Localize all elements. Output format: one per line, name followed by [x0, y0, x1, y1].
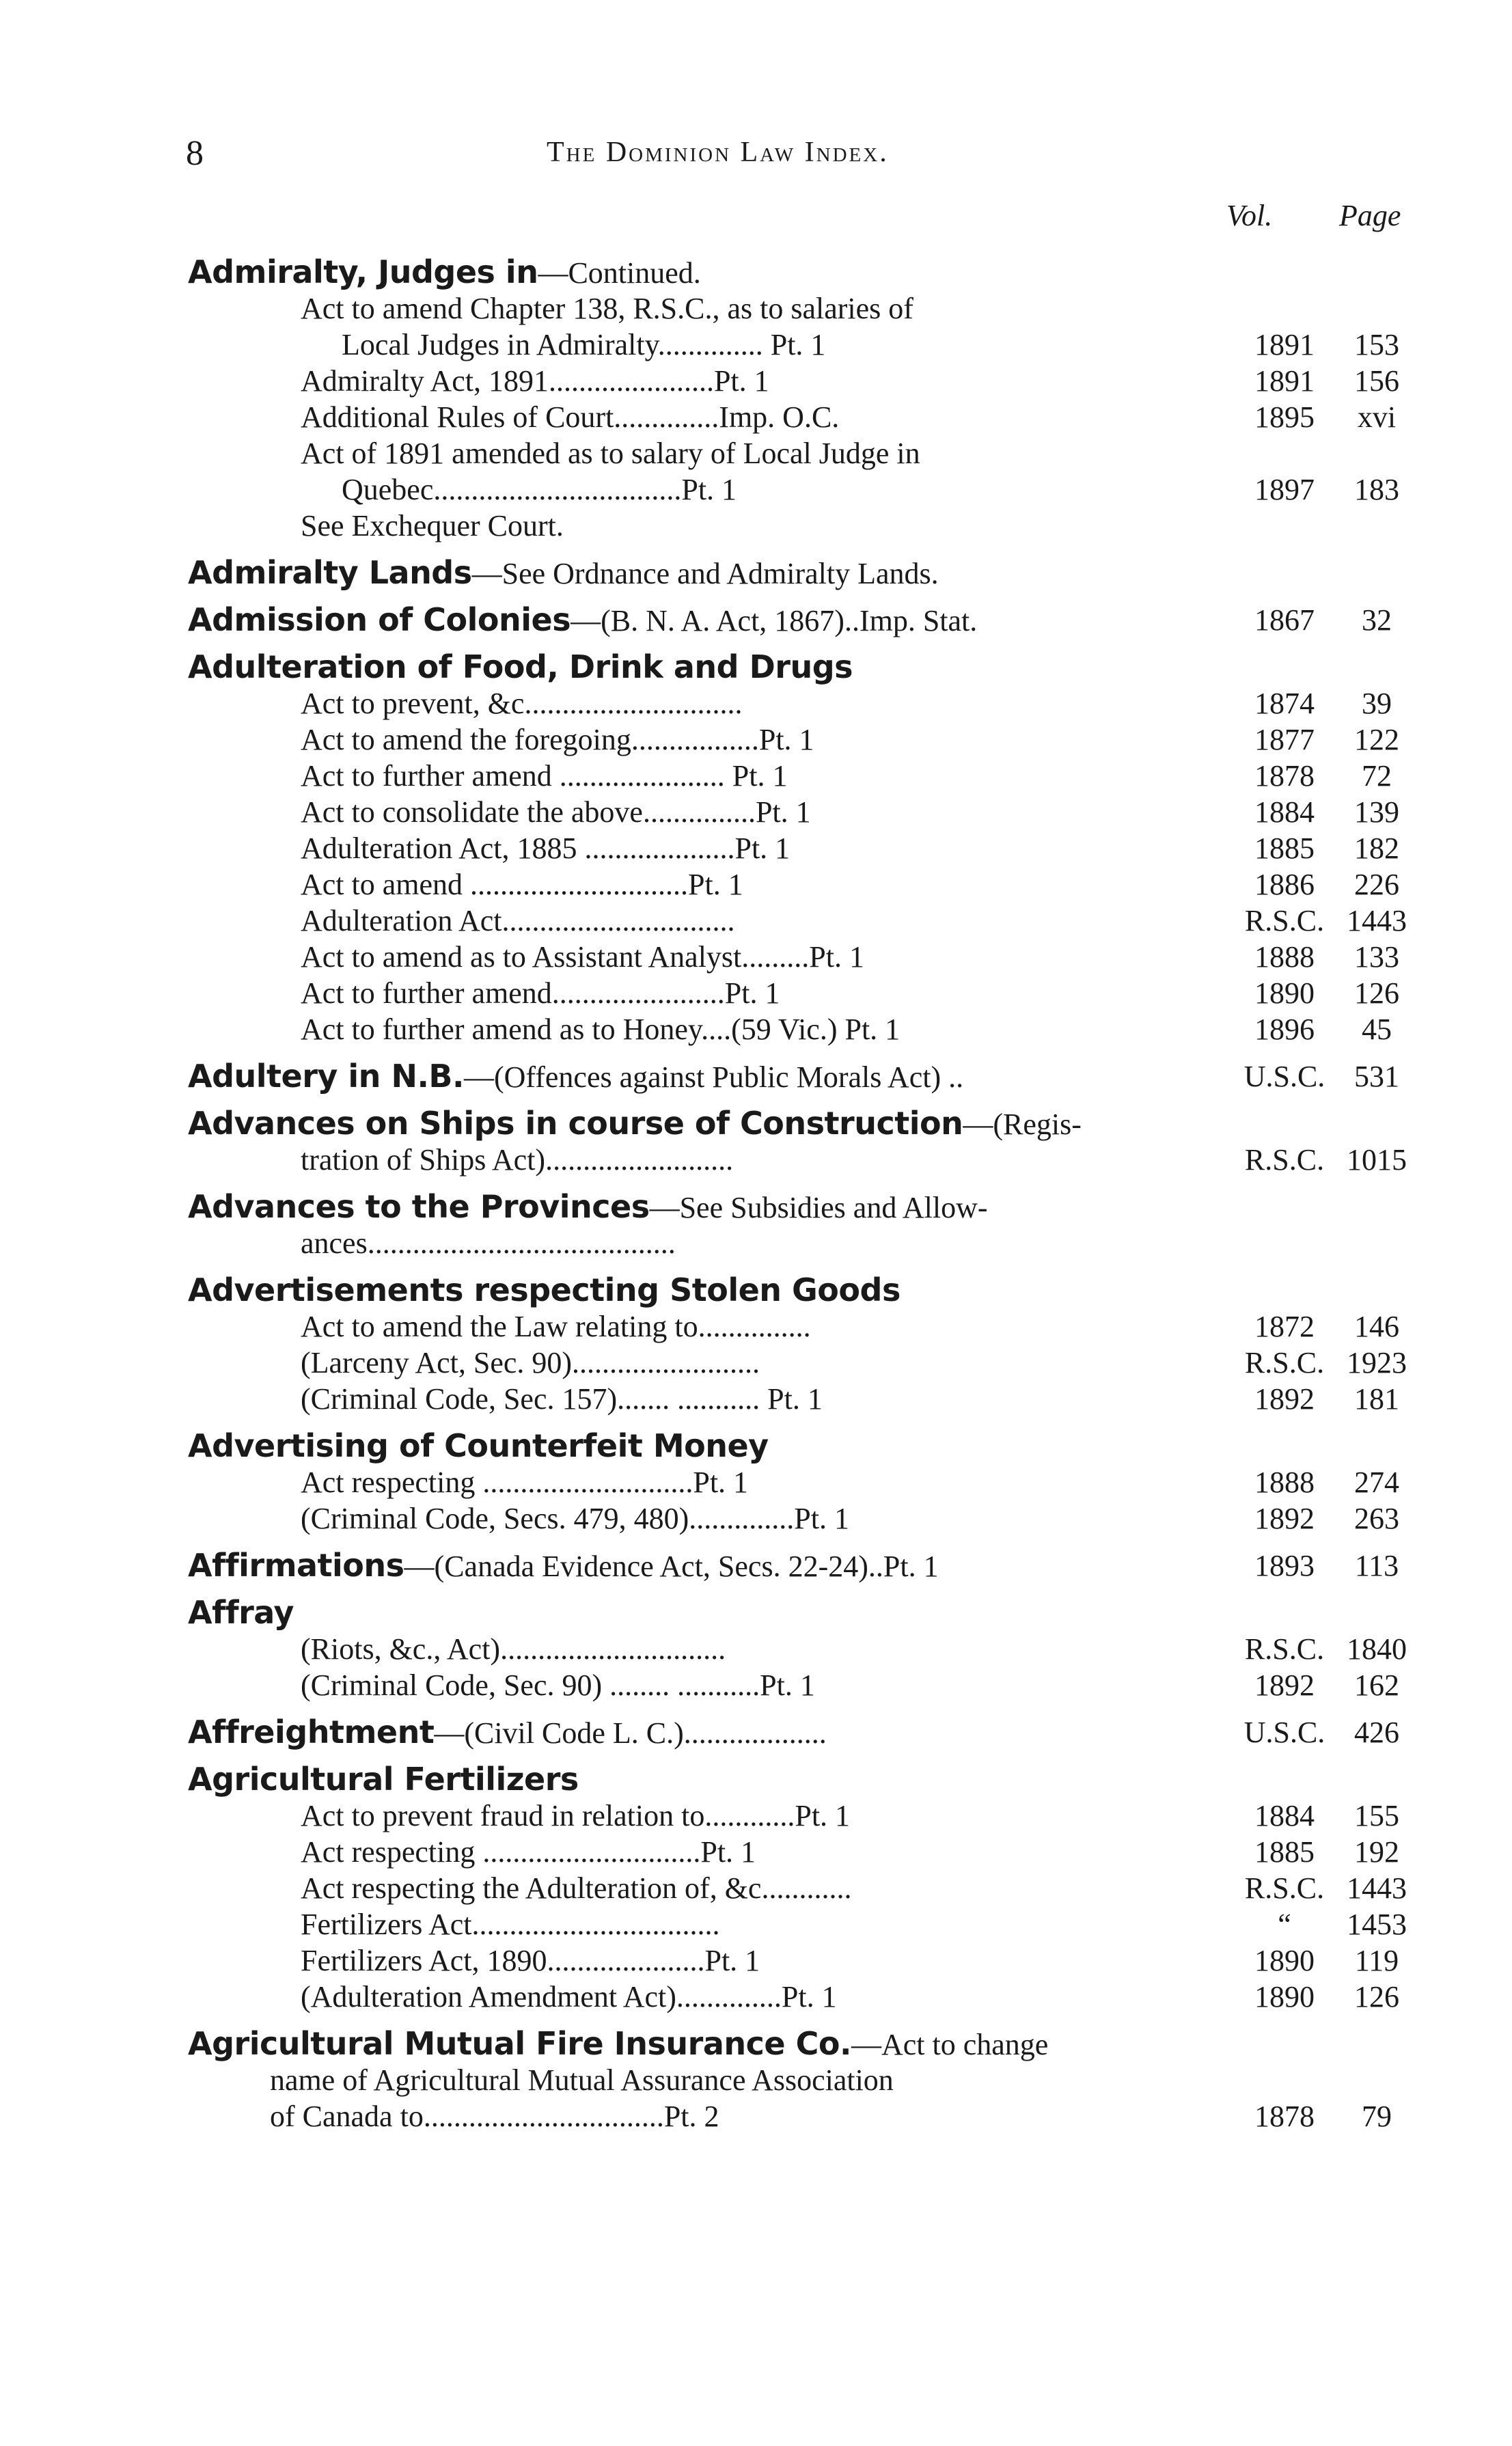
subrow-text: Act to prevent, &c............................. — [301, 687, 743, 720]
entry-subrow — [0, 1464, 1512, 1500]
index-entry — [0, 1761, 1512, 2015]
entry-heading-title: Admiralty, Judges in — [188, 253, 538, 290]
subrow-text: Act respecting the Adulteration of, &c............ — [301, 1871, 852, 1905]
entry-subrow — [0, 1308, 1512, 1345]
subrow-text: Act to amend the Law relating to............... — [301, 1310, 811, 1343]
subrow-text: (Criminal Code, Secs. 479, 480)..............Pt. 1 — [301, 1502, 849, 1535]
entry-subrow — [0, 363, 1512, 399]
subrow-page: 45 — [1362, 1013, 1392, 1046]
subrow-vol: 1896 — [1254, 1013, 1315, 1046]
subrow-page: 155 — [1354, 1799, 1399, 1832]
subrow-text: Act to further amend.......................Pt. 1 — [301, 976, 780, 1010]
subrow-page: 192 — [1354, 1835, 1399, 1869]
subrow-page: 274 — [1354, 1466, 1399, 1499]
subrow-vol: 1890 — [1254, 976, 1315, 1010]
entry-heading-title: Advances on Ships in course of Construction — [188, 1105, 963, 1142]
subrow-page: 39 — [1362, 687, 1392, 720]
subrow-page: 79 — [1362, 2100, 1392, 2133]
entry-heading-detail: —(Regis- — [963, 1108, 1082, 1141]
entry-subrow — [0, 1500, 1512, 1537]
entry-subrow — [0, 290, 1512, 327]
subrow-text: Act to amend Chapter 138, R.S.C., as to salaries of — [301, 292, 913, 325]
subrow-text: tration of Ships Act)......................... — [301, 1143, 734, 1177]
subrow-text: name of Agricultural Mutual Assurance Association — [270, 2063, 894, 2097]
subrow-text: (Criminal Code, Sec. 90) ........ ...........Pt. 1 — [301, 1668, 815, 1702]
entry-subrow — [0, 471, 1512, 508]
subrow-text: Act of 1891 amended as to salary of Local Judge in — [301, 437, 920, 470]
subrow-vol: 1891 — [1254, 328, 1315, 361]
entry-heading-detail: —See Subsidies and Allow- — [649, 1191, 988, 1224]
entry-heading-detail: —Continued. — [538, 256, 701, 290]
index-entry — [0, 1595, 1512, 1703]
entry-heading-title: Advances to the Provinces — [188, 1188, 650, 1225]
entry-heading — [188, 555, 939, 592]
subrow-vol: 1890 — [1254, 1980, 1315, 2014]
entry-heading-title: Affray — [188, 1594, 294, 1631]
column-header-vol: Vol. — [1226, 199, 1273, 232]
subrow-text: Fertilizers Act, 1890.....................Pt. 1 — [301, 1944, 760, 1977]
subrow-vol: 1878 — [1254, 759, 1315, 793]
subrow-page: 183 — [1354, 473, 1399, 506]
running-title: The Dominion Law Index. — [547, 137, 889, 168]
entry-heading-detail: —Act to change — [851, 2028, 1049, 2061]
entry-subrow — [0, 2098, 1512, 2134]
entry-subrow — [0, 722, 1512, 758]
index-entry — [0, 254, 1512, 544]
entry-heading-title: Adulteration of Food, Drink and Drugs — [188, 648, 853, 685]
entry-heading-row — [0, 1105, 1512, 1142]
subrow-text: Act to further amend ...................... Pt. 1 — [301, 759, 788, 793]
entry-subrow — [0, 939, 1512, 975]
entry-heading-row — [0, 1548, 1512, 1584]
entry-heading-row — [0, 254, 1512, 290]
entry-subrow — [0, 508, 1512, 544]
index-entries — [0, 254, 1512, 2145]
entry-heading-row — [0, 1714, 1512, 1750]
subrow-text: (Larceny Act, Sec. 90)......................... — [301, 1346, 760, 1379]
entry-subrow — [0, 1870, 1512, 1906]
entry-heading — [188, 1105, 1082, 1142]
subrow-vol: “ — [1278, 1908, 1291, 1941]
entry-heading-row — [0, 1595, 1512, 1631]
running-head — [0, 133, 1512, 181]
entry-subrow — [0, 1798, 1512, 1834]
entry-subrow — [0, 435, 1512, 471]
subrow-text: Act to consolidate the above...............Pt. 1 — [301, 795, 811, 829]
entry-heading — [188, 1761, 579, 1798]
entry-subrow — [0, 1834, 1512, 1870]
subrow-vol: 1877 — [1254, 723, 1315, 756]
entry-subrow — [0, 1667, 1512, 1703]
subrow-page: 126 — [1354, 1980, 1399, 2014]
subrow-vol: 1885 — [1254, 832, 1315, 865]
subrow-vol: 1892 — [1254, 1502, 1315, 1535]
subrow-vol: R.S.C. — [1244, 1871, 1325, 1905]
index-entry — [0, 2026, 1512, 2134]
entry-subrow — [0, 903, 1512, 939]
subrow-text: Adulteration Act............................... — [301, 904, 735, 937]
entry-heading — [188, 1428, 769, 1465]
subrow-page: xvi — [1357, 400, 1397, 434]
subrow-text: Act respecting .............................Pt. 1 — [301, 1835, 756, 1869]
subrow-vol: 1888 — [1254, 940, 1315, 974]
entry-subrow — [0, 1381, 1512, 1417]
subrow-text: Act to amend .............................Pt. 1 — [301, 868, 743, 901]
subrow-text: Fertilizers Act................................. — [301, 1908, 720, 1941]
entry-subrow — [0, 1942, 1512, 1979]
subrow-page: 226 — [1354, 868, 1399, 901]
entry-heading-row — [0, 1189, 1512, 1225]
subrow-vol: 1884 — [1254, 795, 1315, 829]
entry-subrow — [0, 2062, 1512, 2098]
entry-subrow — [0, 685, 1512, 722]
entry-subrow — [0, 327, 1512, 363]
subrow-vol: 1884 — [1254, 1799, 1315, 1832]
subrow-text: Admiralty Act, 1891......................Pt. 1 — [301, 364, 769, 398]
entry-heading-row — [0, 1272, 1512, 1308]
entry-vol: 1893 — [1254, 1549, 1315, 1582]
page-number: 8 — [186, 134, 204, 173]
entry-heading-detail: —(Canada Evidence Act, Secs. 22-24)..Pt. 1 — [404, 1550, 939, 1583]
entry-subrow — [0, 758, 1512, 794]
subrow-vol: 1891 — [1254, 364, 1315, 398]
subrow-text: Act to amend as to Assistant Analyst.........Pt. 1 — [301, 940, 864, 974]
entry-page: 531 — [1354, 1060, 1399, 1093]
entry-subrow — [0, 830, 1512, 866]
subrow-vol: 1874 — [1254, 687, 1315, 720]
entry-subrow — [0, 975, 1512, 1011]
entry-subrow — [0, 1225, 1512, 1261]
subrow-page: 1015 — [1347, 1143, 1407, 1177]
subrow-text: ances......................................... — [301, 1226, 676, 1260]
subrow-page: 119 — [1354, 1944, 1399, 1977]
entry-heading — [188, 1189, 988, 1226]
entry-vol: U.S.C. — [1243, 1716, 1325, 1749]
subrow-page: 1840 — [1347, 1632, 1407, 1666]
entry-heading-row — [0, 649, 1512, 685]
column-headers — [0, 198, 1512, 239]
entry-heading-title: Admiralty Lands — [188, 554, 472, 591]
subrow-page: 1453 — [1347, 1908, 1407, 1941]
entry-subrow — [0, 866, 1512, 903]
subrow-text: (Criminal Code, Sec. 157)....... ........... Pt. 1 — [301, 1382, 823, 1416]
entry-heading — [188, 1548, 939, 1584]
entry-heading-title: Advertising of Counterfeit Money — [188, 1427, 769, 1464]
subrow-page: 181 — [1354, 1382, 1399, 1416]
subrow-page: 133 — [1354, 940, 1399, 974]
subrow-vol: 1895 — [1254, 400, 1315, 434]
subrow-page: 153 — [1354, 328, 1399, 361]
subrow-page: 122 — [1354, 723, 1399, 756]
entry-heading-detail: —(B. N. A. Act, 1867)..Imp. Stat. — [571, 604, 978, 637]
subrow-vol: R.S.C. — [1244, 1632, 1325, 1666]
entry-subrow — [0, 1345, 1512, 1381]
entry-heading — [188, 602, 977, 639]
subrow-page: 182 — [1354, 832, 1399, 865]
subrow-vol: 1897 — [1254, 473, 1315, 506]
entry-heading-detail: —See Ordnance and Admiralty Lands. — [471, 557, 939, 590]
index-entry — [0, 1058, 1512, 1095]
subrow-page: 162 — [1354, 1668, 1399, 1702]
entry-page: 113 — [1354, 1549, 1399, 1582]
subrow-vol: 1888 — [1254, 1466, 1315, 1499]
subrow-vol: 1872 — [1254, 1310, 1315, 1343]
column-header-page: Page — [1339, 199, 1401, 232]
index-entry — [0, 1105, 1512, 1178]
subrow-text: See Exchequer Court. — [301, 509, 564, 542]
subrow-vol: 1890 — [1254, 1944, 1315, 1977]
entry-subrow — [0, 1906, 1512, 1942]
subrow-text: (Riots, &c., Act).............................. — [301, 1632, 726, 1666]
index-entry — [0, 1189, 1512, 1261]
subrow-page: 1923 — [1347, 1346, 1407, 1379]
subrow-vol: R.S.C. — [1244, 904, 1325, 937]
subrow-page: 1443 — [1347, 1871, 1407, 1905]
subrow-page: 146 — [1354, 1310, 1399, 1343]
entry-vol: 1867 — [1254, 603, 1315, 637]
entry-heading-title: Affreightment — [188, 1714, 435, 1750]
entry-heading — [188, 1058, 963, 1095]
subrow-vol: 1885 — [1254, 1835, 1315, 1869]
entry-heading-row — [0, 2026, 1512, 2062]
subrow-vol: R.S.C. — [1244, 1346, 1325, 1379]
subrow-vol: 1892 — [1254, 1668, 1315, 1702]
entry-heading-title: Agricultural Mutual Fire Insurance Co. — [188, 2025, 851, 2062]
entry-heading-title: Agricultural Fertilizers — [188, 1761, 579, 1798]
entry-subrow — [0, 1011, 1512, 1047]
entry-heading-row — [0, 1428, 1512, 1464]
entry-heading-title: Affirmations — [188, 1547, 404, 1584]
entry-subrow — [0, 1631, 1512, 1667]
index-entry — [0, 1548, 1512, 1584]
subrow-text: Quebec.................................Pt. 1 — [342, 473, 737, 506]
entry-heading-detail: —(Offences against Public Morals Act) .. — [463, 1060, 964, 1094]
entry-vol: U.S.C. — [1243, 1060, 1325, 1093]
entry-heading — [188, 1714, 827, 1751]
entry-subrow — [0, 1142, 1512, 1178]
index-entry — [0, 1272, 1512, 1417]
subrow-page: 1443 — [1347, 904, 1407, 937]
index-entry — [0, 649, 1512, 1047]
entry-heading-row — [0, 602, 1512, 638]
entry-page: 426 — [1354, 1716, 1399, 1749]
index-entry — [0, 1714, 1512, 1750]
subrow-vol: 1878 — [1254, 2100, 1315, 2133]
subrow-text: Additional Rules of Court..............Imp. O.C. — [301, 400, 840, 434]
subrow-text: Local Judges in Admiralty.............. Pt. 1 — [342, 328, 826, 361]
subrow-page: 156 — [1354, 364, 1399, 398]
subrow-page: 263 — [1354, 1502, 1399, 1535]
subrow-vol: 1886 — [1254, 868, 1315, 901]
subrow-page: 72 — [1362, 759, 1392, 793]
subrow-text: Act to prevent fraud in relation to............Pt. 1 — [301, 1799, 851, 1832]
entry-heading-row — [0, 1058, 1512, 1095]
index-entry — [0, 555, 1512, 591]
entry-page: 32 — [1362, 603, 1392, 637]
subrow-text: Act respecting ............................Pt. 1 — [301, 1466, 749, 1499]
entry-heading-title: Advertisements respecting Stolen Goods — [188, 1272, 901, 1308]
entry-heading-title: Adultery in N.B. — [188, 1058, 464, 1095]
entry-heading — [188, 254, 701, 291]
subrow-text: (Adulteration Amendment Act)..............Pt. 1 — [301, 1980, 837, 2014]
entry-heading — [188, 1595, 294, 1632]
index-entry — [0, 1428, 1512, 1537]
entry-heading — [188, 1272, 901, 1309]
entry-heading — [188, 2026, 1048, 2063]
entry-heading-row — [0, 1761, 1512, 1798]
index-entry — [0, 602, 1512, 638]
entry-subrow — [0, 399, 1512, 435]
subrow-page: 139 — [1354, 795, 1399, 829]
subrow-page: 126 — [1354, 976, 1399, 1010]
subrow-vol: R.S.C. — [1244, 1143, 1325, 1177]
subrow-text: Adulteration Act, 1885 ....................Pt. 1 — [301, 832, 791, 865]
entry-heading-row — [0, 555, 1512, 591]
entry-heading-detail: —(Civil Code L. C.)................... — [434, 1716, 827, 1750]
subrow-vol: 1892 — [1254, 1382, 1315, 1416]
subrow-text: of Canada to................................Pt. 2 — [270, 2100, 719, 2133]
subrow-text: Act to further amend as to Honey....(59 Vic.) Pt. 1 — [301, 1013, 901, 1046]
entry-subrow — [0, 1979, 1512, 2015]
entry-subrow — [0, 794, 1512, 830]
entry-heading-title: Admission of Colonies — [188, 601, 571, 638]
subrow-text: Act to amend the foregoing.................Pt. 1 — [301, 723, 814, 756]
entry-heading — [188, 649, 853, 686]
